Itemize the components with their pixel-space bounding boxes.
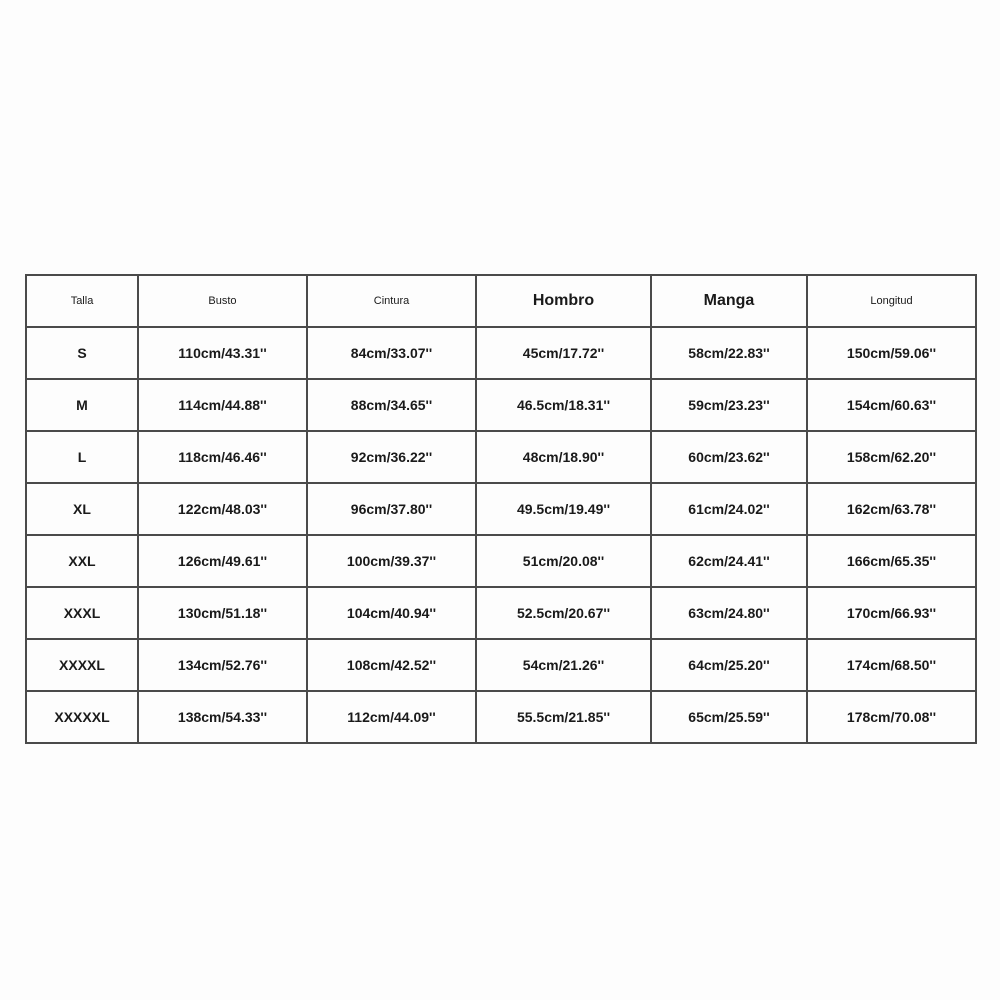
cell-hombro: 54cm/21.26'' xyxy=(476,639,651,691)
cell-manga: 64cm/25.20'' xyxy=(651,639,807,691)
header-busto: Busto xyxy=(138,275,307,327)
cell-longitud: 162cm/63.78'' xyxy=(807,483,976,535)
table-row xyxy=(26,691,976,743)
cell-cintura: 88cm/34.65'' xyxy=(307,379,476,431)
cell-hombro: 51cm/20.08'' xyxy=(476,535,651,587)
cell-hombro: 46.5cm/18.31'' xyxy=(476,379,651,431)
cell-size: XXXXL xyxy=(26,639,138,691)
table-row xyxy=(26,483,976,535)
cell-busto: 126cm/49.61'' xyxy=(138,535,307,587)
cell-manga: 61cm/24.02'' xyxy=(651,483,807,535)
cell-manga: 63cm/24.80'' xyxy=(651,587,807,639)
cell-cintura: 104cm/40.94'' xyxy=(307,587,476,639)
header-longitud: Longitud xyxy=(807,275,976,327)
cell-hombro: 52.5cm/20.67'' xyxy=(476,587,651,639)
header-manga: Manga xyxy=(651,275,807,327)
cell-cintura: 112cm/44.09'' xyxy=(307,691,476,743)
cell-longitud: 154cm/60.63'' xyxy=(807,379,976,431)
cell-manga: 62cm/24.41'' xyxy=(651,535,807,587)
cell-manga: 59cm/23.23'' xyxy=(651,379,807,431)
cell-hombro: 45cm/17.72'' xyxy=(476,327,651,379)
cell-longitud: 178cm/70.08'' xyxy=(807,691,976,743)
header-talla: Talla xyxy=(26,275,138,327)
cell-busto: 134cm/52.76'' xyxy=(138,639,307,691)
cell-size: XXL xyxy=(26,535,138,587)
cell-longitud: 158cm/62.20'' xyxy=(807,431,976,483)
cell-manga: 58cm/22.83'' xyxy=(651,327,807,379)
header-hombro: Hombro xyxy=(476,275,651,327)
cell-busto: 110cm/43.31'' xyxy=(138,327,307,379)
cell-busto: 118cm/46.46'' xyxy=(138,431,307,483)
cell-busto: 114cm/44.88'' xyxy=(138,379,307,431)
table-row xyxy=(26,327,976,379)
cell-size: XXXL xyxy=(26,587,138,639)
cell-busto: 122cm/48.03'' xyxy=(138,483,307,535)
cell-manga: 65cm/25.59'' xyxy=(651,691,807,743)
cell-hombro: 55.5cm/21.85'' xyxy=(476,691,651,743)
cell-size: XL xyxy=(26,483,138,535)
cell-longitud: 166cm/65.35'' xyxy=(807,535,976,587)
table-row xyxy=(26,587,976,639)
cell-size: L xyxy=(26,431,138,483)
table-header-row xyxy=(26,275,976,327)
cell-longitud: 170cm/66.93'' xyxy=(807,587,976,639)
cell-hombro: 49.5cm/19.49'' xyxy=(476,483,651,535)
cell-cintura: 108cm/42.52'' xyxy=(307,639,476,691)
table-row xyxy=(26,535,976,587)
size-chart-table xyxy=(25,274,977,744)
cell-cintura: 92cm/36.22'' xyxy=(307,431,476,483)
cell-busto: 130cm/51.18'' xyxy=(138,587,307,639)
cell-size: M xyxy=(26,379,138,431)
cell-hombro: 48cm/18.90'' xyxy=(476,431,651,483)
cell-size: S xyxy=(26,327,138,379)
cell-longitud: 174cm/68.50'' xyxy=(807,639,976,691)
cell-cintura: 84cm/33.07'' xyxy=(307,327,476,379)
cell-longitud: 150cm/59.06'' xyxy=(807,327,976,379)
cell-manga: 60cm/23.62'' xyxy=(651,431,807,483)
table-row xyxy=(26,431,976,483)
cell-size: XXXXXL xyxy=(26,691,138,743)
cell-cintura: 100cm/39.37'' xyxy=(307,535,476,587)
table-row xyxy=(26,639,976,691)
table-row xyxy=(26,379,976,431)
cell-cintura: 96cm/37.80'' xyxy=(307,483,476,535)
cell-busto: 138cm/54.33'' xyxy=(138,691,307,743)
header-cintura: Cintura xyxy=(307,275,476,327)
